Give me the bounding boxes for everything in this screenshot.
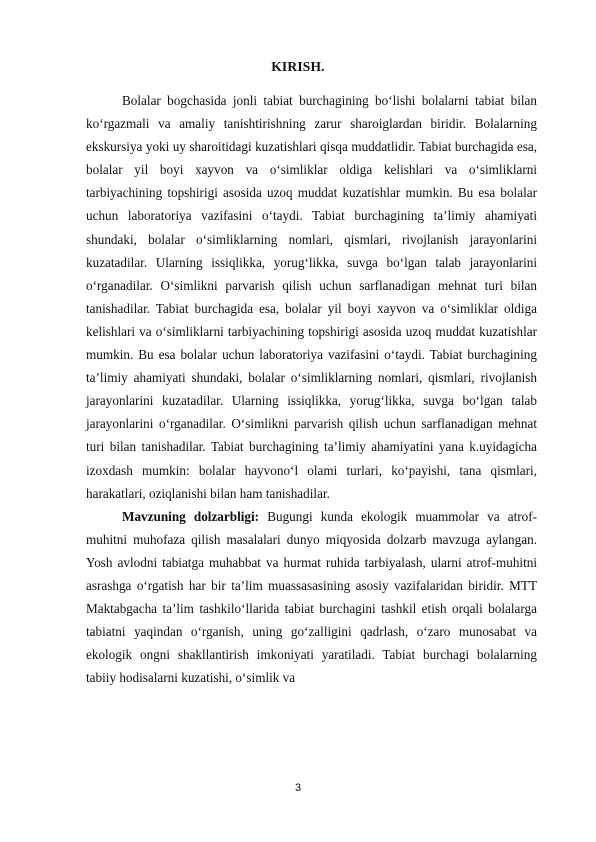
page-title: KIRISH. [271,59,325,74]
body-text [86,89,537,689]
page-number: 3 [294,782,302,794]
paragraph-relevance-text: Bugungi kunda ekologik muammolar va atrof-muhitni muhofaza qilish masalalari dunyo miqyosida dolzarb mavzuga aylangan. Yosh avlodni tabiatga muhabbat va hurmat ruhida tarbiyalash, ularni atrof-muhitni asrashga oʻrgatish har bir taʼlim muassasasining asosiy vazifalaridan biridir. MTT Maktabgacha taʼlim tashkiloʻllarida tabiat burchagini tashkil etish orqali bolalarga tabiatni yaqindan oʻrganish, uning goʻzalligini qadrlash, oʻzaro munosabat va ekologik ongni shakllantirish imkoniyati yaratiladi. Tabiat burchagi bolalarning tabiiy hodisalarni kuzatishi, oʻsimlik va [86,508,538,686]
paragraph-intro [86,89,537,505]
paragraph-intro-text: Bolalar bogchasida jonli tabiat burchagining boʻlishi bolalarni tabiat bilan koʻrgazmali va amaliy tanishtirishning zarur sharoiglardan biridir. Bolalarning ekskursiya yoki uy sharoitidagi kuzatishlari qisqa muddatlidir. Tabiat burchagida esa, bolalar yil boyi xayvon va oʻsimliklar oldiga kelishlari va oʻsimliklarni tarbiyachining topshirigi asosida uzoq muddat kuzatishlar mumkin. Bu esa bolalar uchun laboratoriya vazifasini oʻtaydi. Tabiat burchagining taʼlimiy ahamiyati shundaki, bolalar oʻsimliklarning nomlari, qismlari, rivojlanish jarayonlarini kuzatadilar. Ularning issiqlikka, yorugʻlikka, suvga boʻlgan talab jarayonlarini oʻrganadilar. Oʻsimlikni parvarish qilish uchun sarflanadigan mehnat turi bilan tanishadilar. Tabiat burchagida esa, bolalar yil boyi xayvon va oʻsimliklar oldiga kelishlari va oʻsimliklarni tarbiyachining topshirigi asosida uzoq muddat kuzatishlar mumkin. Bu esa bolalar uchun laboratoriya vazifasini oʻtaydi. Tabiat burchagining taʼlimiy ahamiyati shundaki, bolalar oʻsimliklarning nomlari, qismlari, rivojlanish jarayonlarini kuzatadilar. Ularning issiqlikka, yorugʻlikka, suvga boʻlgan talab jarayonlarini oʻrganadilar. Oʻsimlikni parvarish qilish uchun sarflanadigan mehnat turi bilan tanishadilar. Tabiat burchagining taʼlimiy ahamiyatini yana k.uyidagicha izoxdash mumkin: bolalar hayvonoʻl olami turlari, koʻpayishi, tana qismlari, harakatlari, oziqlanishi bilan ham tanishadilar. [86,93,537,501]
paragraph-relevance [86,505,537,690]
paragraph-relevance-lead: Mavzuning dolzarbligi: [122,508,260,524]
